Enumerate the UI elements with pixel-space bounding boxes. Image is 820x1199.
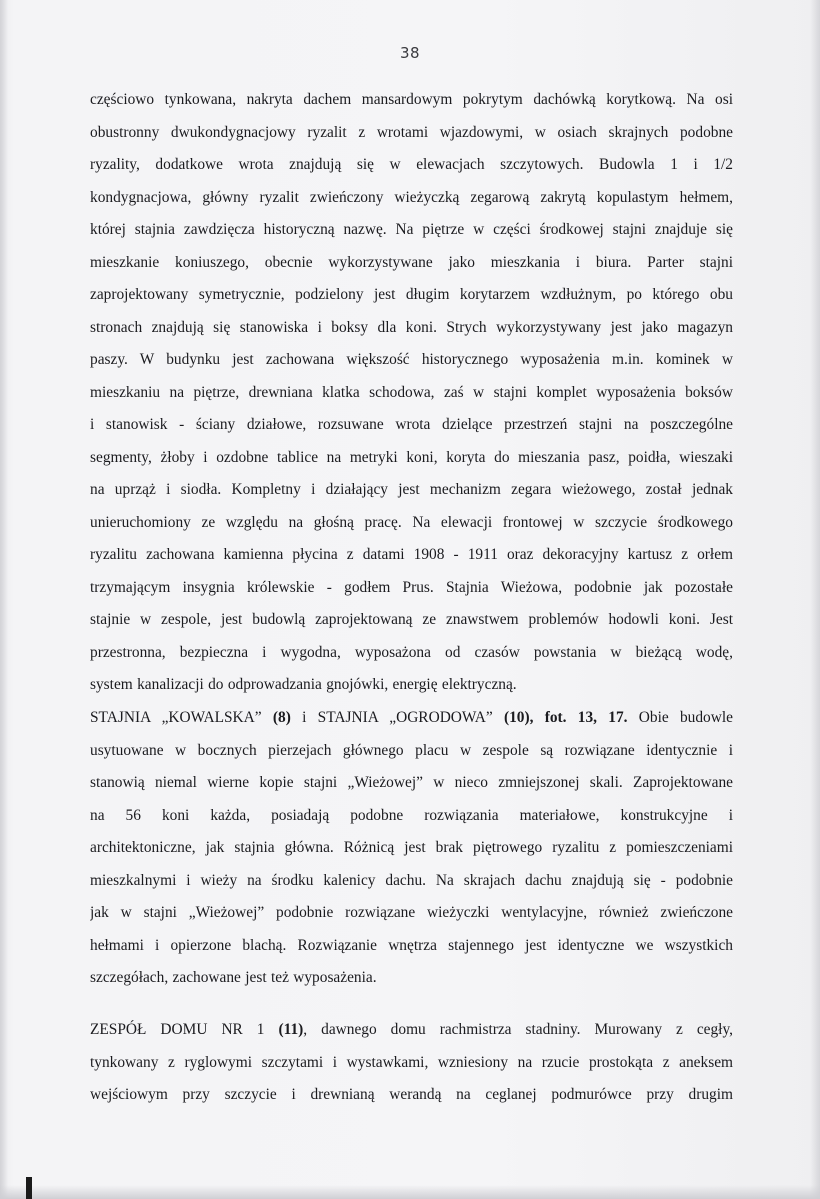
- text-line: paszy. W budynku jest zachowana większość historycznego wyposażenia m.in. kominek w: [90, 351, 733, 368]
- text-line: przestronna, bezpieczna i wygodna, wyposażona od czasów powstania w bieżącą wodę,: [90, 643, 733, 661]
- text-line: kondygnacjowa, główny ryzalit zwieńczony wieżyczką zegarową zakrytą kopulastym hełmem,: [90, 188, 733, 206]
- text-fragment: , dawnego domu rachmistrza stadniny. Murowany z cegły,: [303, 1021, 733, 1038]
- paragraph-zespol-domu-nr-1: [90, 1014, 733, 1112]
- paragraph-stajnia-wiezowa: [90, 84, 733, 702]
- text-line: unieruchomiony ze względu na głośną pracę. Na elewacji frontowej w szczycie środkowego: [90, 513, 733, 531]
- text-line: ryzality, dodatkowe wrota znajdują się w elewacjach szczytowych. Budowla 1 i 1/2: [90, 156, 733, 173]
- text-line: stajnie w zespole, jest budowlą zaprojektowaną ze znawstwem problemów hodowli koni. Jest: [90, 611, 733, 628]
- text-line: której stajnia zawdzięcza historyczną nazwę. Na piętrze w części środkowej stajni znajduje się: [90, 221, 733, 238]
- section-ref-number: (11): [278, 1021, 304, 1038]
- text-line: na uprząż i siodła. Kompletny i działający jest mechanizm zegara wieżowego, został jednak: [90, 481, 733, 498]
- scan-margin-mark: [26, 1177, 32, 1199]
- text-line: trzymającym insygnia królewskie - godłem Prus. Stajnia Wieżowa, podobnie jak pozostałe: [90, 578, 733, 596]
- text-line: częściowo tynkowana, nakryta dachem mansardowym pokrytym dachówką korytkową. Na osi: [90, 91, 733, 108]
- heading-line: [90, 702, 733, 735]
- section-ref-photos: (10), fot. 13, 17.: [503, 709, 628, 726]
- section-title-2: i STAJNIA „OGRODOWA”: [290, 709, 504, 726]
- text-line: hełmami i opierzone blachą. Rozwiązanie wnętrza stajennego jest identyczne we wszystkich: [90, 936, 733, 954]
- text-line: ryzalitu zachowana kamienna płycina z datami 1908 - 1911 oraz dekoracyjny kartusz z orłem: [90, 546, 733, 563]
- text-line: mieszkaniu na piętrze, drewniana klatka schodowa, zaś w stajni komplet wyposażenia boksów: [90, 383, 733, 401]
- page-left-edge: [0, 0, 8, 1199]
- page-bottom-shadow: [0, 1185, 820, 1199]
- text-line: zaprojektowany symetrycznie, podzielony jest długim korytarzem wzdłużnym, po którego obu: [90, 286, 733, 303]
- text-line: szczegółach, zachowane jest też wyposażenia.: [90, 969, 377, 986]
- text-line: i stanowisk - ściany działowe, rozsuwane wrota dzielące przestrzeń stajni na poszczególne: [90, 416, 733, 433]
- text-line: stanowią niemal wierne kopie stajni „Wieżowej” w nieco zmniejszonej skali. Zaprojektowane: [90, 774, 733, 791]
- text-line: jak w stajni „Wieżowej” podobnie rozwiązane wieżyczki wentylacyjne, również zwieńczone: [90, 904, 733, 921]
- text-line: na 56 koni każda, posiadają podobne rozwiązania materiałowe, konstrukcyjne i: [90, 806, 733, 824]
- text-line: mieszkanie koniuszego, obecnie wykorzystywane jako mieszkania i biura. Parter stajni: [90, 253, 733, 271]
- text-fragment: Obie budowle: [627, 709, 733, 726]
- text-line: segmenty, żłoby i ozdobne tablice na metryki koni, koryta do mieszania pasz, poidła, wieszaki: [90, 448, 733, 466]
- page-number: 38: [399, 44, 421, 62]
- text-line: system kanalizacji do odprowadzania gnojówki, energię elektryczną.: [90, 676, 517, 693]
- page-right-edge: [810, 0, 820, 1199]
- text-line: tynkowany z ryglowymi szczytami i wystawkami, wzniesiony na rzucie prostokąta z aneksem: [90, 1053, 733, 1071]
- section-ref-number: (8): [272, 709, 291, 726]
- text-line: wejściowym przy szczycie i drewnianą werandą na ceglanej podmurówce przy drugim: [90, 1086, 733, 1103]
- text-line: mieszkalnymi i wieży na środku kalenicy dachu. Na skrajach dachu znajdują się - podobnie: [90, 871, 733, 889]
- heading-line: [90, 1014, 733, 1047]
- text-line: stronach znajdują się stanowiska i boksy dla koni. Strych wykorzystywany jest jako magazyn: [90, 318, 733, 336]
- section-title: STAJNIA „KOWALSKA”: [90, 709, 273, 726]
- section-title: ZESPÓŁ DOMU NR 1: [90, 1021, 279, 1038]
- paragraph-stajnia-kowalska-ogrodowa: [90, 702, 733, 995]
- text-line: usytuowane w bocznych pierzejach głównego placu w zespole są rozwiązane identycznie i: [90, 741, 733, 759]
- text-line: architektoniczne, jak stajnia główna. Różnicą jest brak piętrowego ryzalitu z pomieszczeniami: [90, 839, 733, 856]
- text-line: obustronny dwukondygnacjowy ryzalit z wrotami wjazdowymi, w osiach skrajnych podobne: [90, 123, 733, 141]
